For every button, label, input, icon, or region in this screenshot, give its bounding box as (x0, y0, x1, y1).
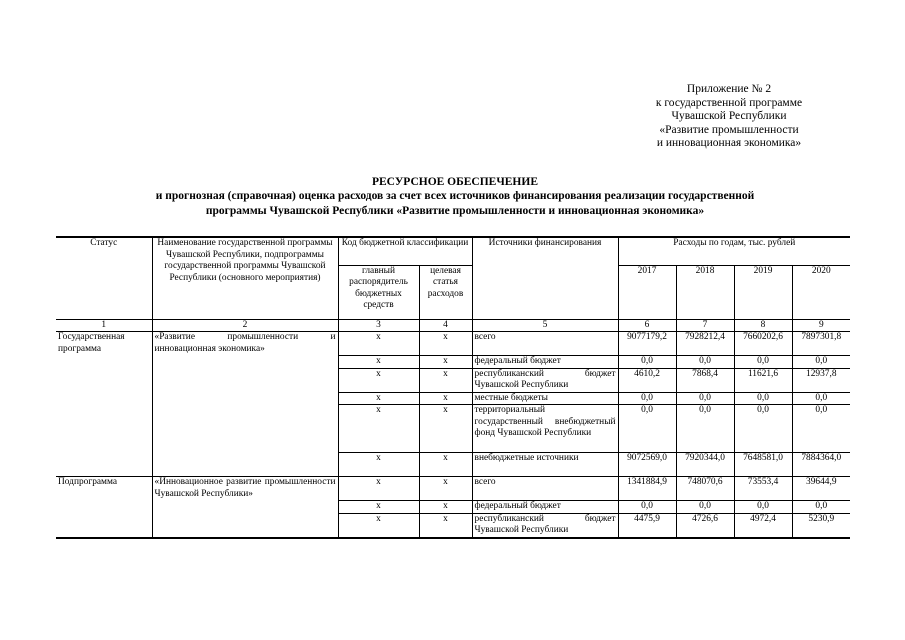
row-value-2020: 0,0 (792, 405, 850, 453)
row-cs-code: х (419, 392, 472, 405)
row-value-2020: 7884364,0 (792, 453, 850, 477)
column-number: 3 (338, 319, 419, 332)
column-number: 2 (152, 319, 338, 332)
row-cs-code: х (419, 453, 472, 477)
row-gr-code: х (338, 405, 419, 453)
row-status: Государственная программа (56, 332, 152, 477)
row-gr-code: х (338, 332, 419, 356)
row-cs-code: х (419, 356, 472, 369)
row-status: Подпрограмма (56, 477, 152, 538)
column-number: 7 (676, 319, 734, 332)
row-source: республиканский бюджет Чувашской Республики (472, 513, 618, 538)
row-gr-code: х (338, 368, 419, 392)
row-value-2020: 12937,8 (792, 368, 850, 392)
header-main-manager: главный распорядитель бюджетных средств (338, 265, 419, 319)
table-row (56, 332, 850, 356)
document-subtitle-line: и прогнозная (справочная) оценка расходов за счет всех источников финансирования реализации государственной (155, 190, 755, 203)
table-row (56, 477, 850, 501)
row-cs-code: х (419, 477, 472, 501)
row-value-2018: 7920344,0 (676, 453, 734, 477)
row-source: внебюджетные источники (472, 453, 618, 477)
document-title: РЕСУРСНОЕ ОБЕСПЕЧЕНИЕ (371, 176, 538, 188)
column-number: 1 (56, 319, 152, 332)
row-gr-code: х (338, 513, 419, 538)
row-value-2017: 0,0 (618, 392, 676, 405)
column-number: 6 (618, 319, 676, 332)
row-value-2018: 4726,6 (676, 513, 734, 538)
document-heading (60, 175, 850, 218)
row-gr-code: х (338, 453, 419, 477)
row-value-2018: 0,0 (676, 501, 734, 514)
row-value-2017: 0,0 (618, 405, 676, 453)
row-source: республиканский бюджет Чувашской Республики (472, 368, 618, 392)
row-value-2017: 4475,9 (618, 513, 676, 538)
column-number: 9 (792, 319, 850, 332)
row-value-2019: 4972,4 (734, 513, 792, 538)
row-cs-code: х (419, 513, 472, 538)
row-value-2018: 0,0 (676, 405, 734, 453)
row-value-2017: 0,0 (618, 356, 676, 369)
header-year: 2020 (792, 265, 850, 319)
header-year: 2019 (734, 265, 792, 319)
row-value-2019: 7660202,6 (734, 332, 792, 356)
appendix-line: Чувашской Республики (671, 110, 787, 123)
row-gr-code: х (338, 477, 419, 501)
row-value-2019: 0,0 (734, 392, 792, 405)
header-expenses-group: Расходы по годам, тыс. рублей (618, 237, 850, 265)
row-name: «Развитие промышленности и инновационная экономика» (152, 332, 338, 477)
row-value-2018: 0,0 (676, 356, 734, 369)
appendix-block (619, 83, 839, 151)
row-value-2019: 0,0 (734, 501, 792, 514)
row-source: всего (472, 332, 618, 356)
row-cs-code: х (419, 501, 472, 514)
row-cs-code: х (419, 332, 472, 356)
row-gr-code: х (338, 356, 419, 369)
row-source: территориальный государственный внебюджетный фонд Чувашской Республики (472, 405, 618, 453)
appendix-line: «Развитие промышленности (659, 123, 799, 136)
row-value-2017: 9072569,0 (618, 453, 676, 477)
row-cs-code: х (419, 368, 472, 392)
row-value-2017: 0,0 (618, 501, 676, 514)
resource-table (56, 236, 850, 539)
row-source: федеральный бюджет (472, 356, 618, 369)
column-number: 8 (734, 319, 792, 332)
row-gr-code: х (338, 392, 419, 405)
column-number: 5 (472, 319, 618, 332)
header-code-group: Код бюджетной классификации (338, 237, 472, 265)
row-value-2020: 7897301,8 (792, 332, 850, 356)
row-value-2018: 0,0 (676, 392, 734, 405)
header-year: 2018 (676, 265, 734, 319)
row-name: «Инновационное развитие промышленности Чувашской Республики» (152, 477, 338, 538)
header-name: Наименование государственной программы Чувашской Республики, подпрограммы государственной программы Чувашской Республики (основного мероприятия) (152, 237, 338, 319)
row-source: местные бюджеты (472, 392, 618, 405)
header-target-article: целевая статья расходов (419, 265, 472, 319)
row-value-2017: 1341884,9 (618, 477, 676, 501)
header-year: 2017 (618, 265, 676, 319)
row-value-2017: 4610,2 (618, 368, 676, 392)
row-source: всего (472, 477, 618, 501)
row-value-2020: 0,0 (792, 501, 850, 514)
row-source: федеральный бюджет (472, 501, 618, 514)
row-value-2018: 748070,6 (676, 477, 734, 501)
appendix-line: Приложение № 2 (686, 83, 772, 95)
row-value-2019: 0,0 (734, 356, 792, 369)
appendix-line: и инновационная экономика» (656, 137, 802, 150)
header-sources: Источники финансирования (472, 237, 618, 319)
row-gr-code: х (338, 501, 419, 514)
row-value-2020: 5230,9 (792, 513, 850, 538)
row-value-2020: 0,0 (792, 392, 850, 405)
row-value-2019: 73553,4 (734, 477, 792, 501)
row-value-2018: 7928212,4 (676, 332, 734, 356)
header-status: Статус (56, 237, 152, 319)
row-value-2020: 39644,9 (792, 477, 850, 501)
column-number: 4 (419, 319, 472, 332)
row-cs-code: х (419, 405, 472, 453)
appendix-line: к государственной программе (655, 96, 803, 109)
row-value-2019: 0,0 (734, 405, 792, 453)
row-value-2020: 0,0 (792, 356, 850, 369)
row-value-2019: 11621,6 (734, 368, 792, 392)
row-value-2017: 9077179,2 (618, 332, 676, 356)
row-value-2019: 7648581,0 (734, 453, 792, 477)
row-value-2018: 7868,4 (676, 368, 734, 392)
document-subtitle-line: программы Чувашской Республики «Развитие промышленности и инновационная экономика» (205, 204, 705, 217)
